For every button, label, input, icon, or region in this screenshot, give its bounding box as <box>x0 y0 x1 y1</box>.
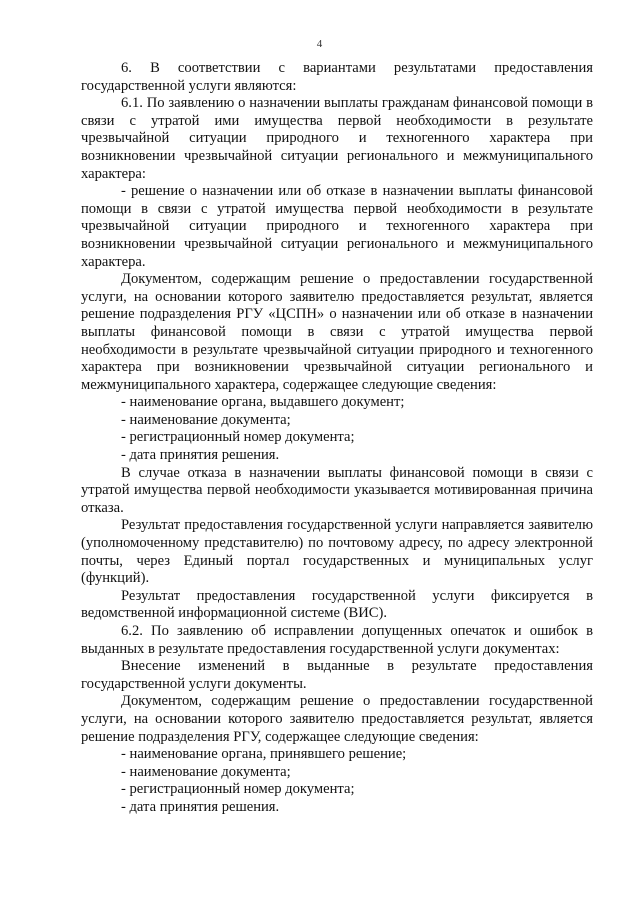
paragraph-result-recording: Результат предоставления государственной услуги фиксируется в ведомственной информационной системе (ВИС). <box>81 587 593 622</box>
paragraph-result-delivery: Результат предоставления государственной услуги направляется заявителю (уполномоченному представителю) по почтовому адресу, по адресу электронной почты, через Единый портал государственных и муниципальных услуг (функций). <box>81 517 593 587</box>
list-item: - наименование органа, выдавшего документ; <box>121 394 405 411</box>
paragraph-changes: Внесение изменений в выданные в результате предоставления государственной услуги документы. <box>81 658 593 692</box>
list-item: - регистрационный номер документа; <box>121 429 355 446</box>
list-item: - наименование органа, принявшего решение; <box>121 746 407 763</box>
list-item: - дата принятия решения. <box>121 798 280 815</box>
paragraph-document-6-2: Документом, содержащим решение о предоставлении государственной услуги, на основании которого заявителю предоставляется результат, является решение подразделения РГУ, содержащее следующие сведения: <box>81 693 593 745</box>
paragraph-section-6: 6. В соответствии с вариантами результатами предоставления государственной услуги являются: <box>81 60 593 94</box>
paragraph-refusal: В случае отказа в назначении выплаты финансовой помощи в связи с утратой имущества первой необходимости указывается мотивированная причина отказа. <box>81 464 593 516</box>
list-item: - наименование документа; <box>121 763 291 780</box>
list-item: - регистрационный номер документа; <box>121 781 355 798</box>
page-number: 4 <box>316 38 323 50</box>
paragraph-decision-6-1: - решение о назначении или об отказе в назначении выплаты финансовой помощи в связи с утратой имущества первой необходимости в результате чрезвычайной ситуации природного и техногенного характера при возникновении чрезвычайной ситуации регионального и межмуниципального характера. <box>81 183 593 270</box>
list-item: - дата принятия решения. <box>121 447 280 464</box>
list-item: - наименование документа; <box>121 411 291 428</box>
paragraph-section-6-1: 6.1. По заявлению о назначении выплаты гражданам финансовой помощи в связи с утратой ими имущества первой необходимости в результате чрезвычайной ситуации природного и техногенного характера при возникновении чрезвычайной ситуации регионального и межмуниципального характера: <box>81 95 593 182</box>
document-body <box>81 60 593 817</box>
paragraph-section-6-2: 6.2. По заявлению об исправлении допущенных опечаток и ошибок в выданных в результате предоставления государственной услуги документах: <box>81 623 593 657</box>
paragraph-document-6-1: Документом, содержащим решение о предоставлении государственной услуги, на основании которого заявителю предоставляется результат, является решение подразделения РГУ «ЦСПН» о назначении или об отказе в назначении выплаты финансовой помощи в связи с утратой имущества первой необходимости в результате чрезвычайной ситуации природного и техногенного характера при возникновении чрезвычайной ситуации регионального и межмуниципального характера, содержащее следующие сведения: <box>81 271 593 393</box>
